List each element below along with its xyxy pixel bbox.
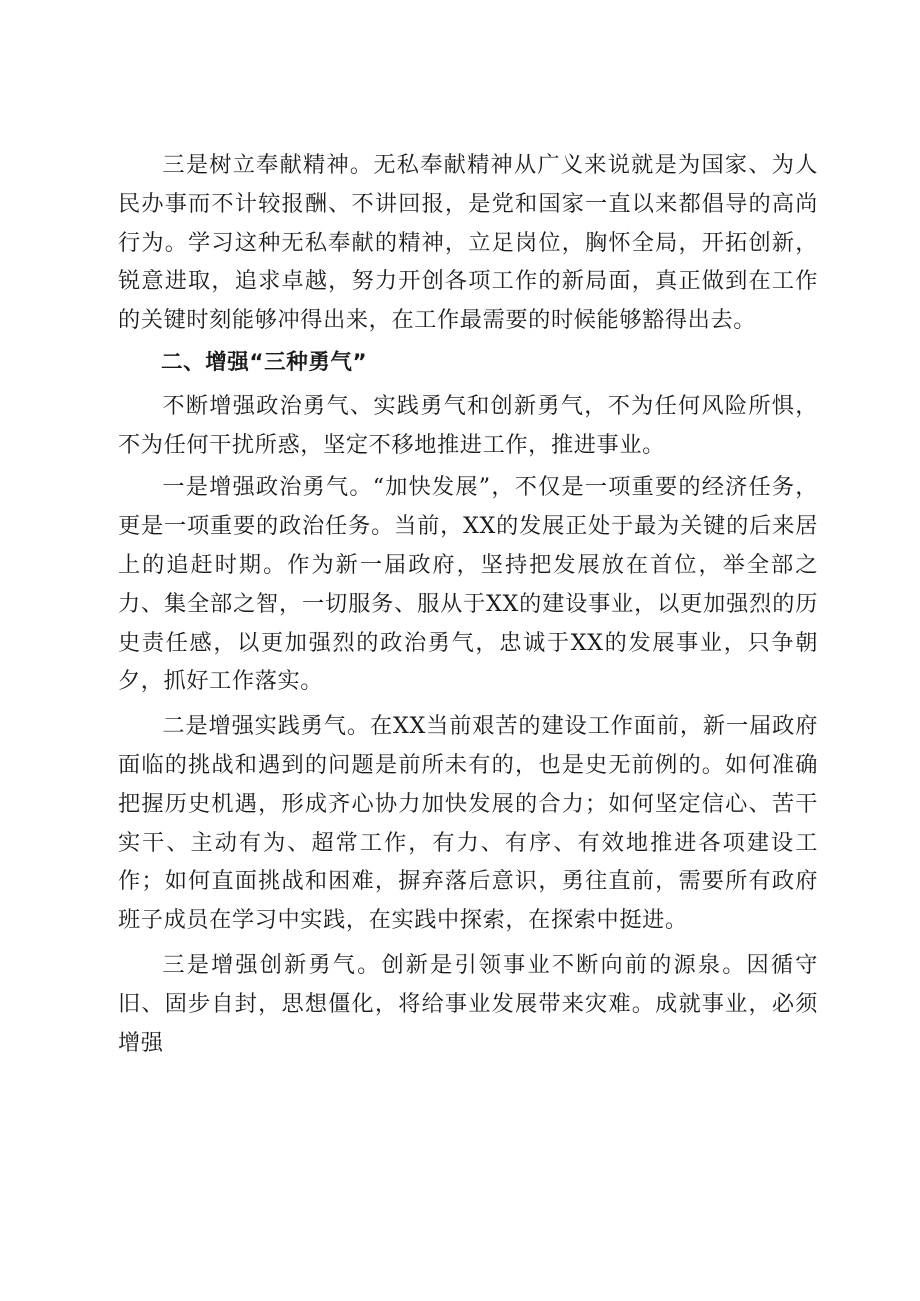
document-body bbox=[118, 146, 818, 1062]
section-heading-three-courages: 二、增强“三种勇气” bbox=[161, 349, 368, 375]
paragraph-political-courage: 一是增强政治勇气。“加快发展”，不仅是一项重要的经济任务，更是一项重要的政治任务。当前，XX的发展正处于最为关键的后来居上的追赶时期。作为新一届政府，坚持把发展放在首位，举全部之力、集全部之智，一切服务、服从于XX的建设事业，以更加强烈的历史责任感，以更加强烈的政治勇气，忠诚于XX的发展事业，只争朝夕，抓好工作落实。 bbox=[118, 474, 818, 695]
paragraph-practical-courage: 二是增强实践勇气。在XX当前艰苦的建设工作面前，新一届政府面临的挑战和遇到的问题是前所未有的，也是史无前例的。如何准确把握历史机遇，形成齐心协力加快发展的合力；如何坚定信心、苦干实干、主动有为、超常工作，有力、有序、有效地推进各项建设工作；如何直面挑战和困难，摒弃落后意识，勇往直前，需要所有政府班子成员在学习中实践，在实践中探索，在探索中挺进。 bbox=[118, 713, 818, 934]
paragraph-three-courages-intro: 不断增强政治勇气、实践勇气和创新勇气，不为任何风险所惧，不为任何干扰所惑，坚定不移地推进工作，推进事业。 bbox=[118, 392, 818, 458]
paragraph-innovation-courage: 三是增强创新勇气。创新是引领事业不断向前的源泉。因循守旧、固步自封，思想僵化，将给事业发展带来灾难。成就事业，必须增强 bbox=[118, 951, 818, 1056]
paragraph-dedication-spirit: 三是树立奉献精神。无私奉献精神从广义来说就是为国家、为人民办事而不计较报酬、不讲回报，是党和国家一直以来都倡导的高尚行为。学习这种无私奉献的精神，立足岗位，胸怀全局，开拓创新，锐意进取，追求卓越，努力开创各项工作的新局面，真正做到在工作的关键时刻能够冲得出来，在工作最需要的时候能够豁得出去。 bbox=[118, 152, 818, 334]
